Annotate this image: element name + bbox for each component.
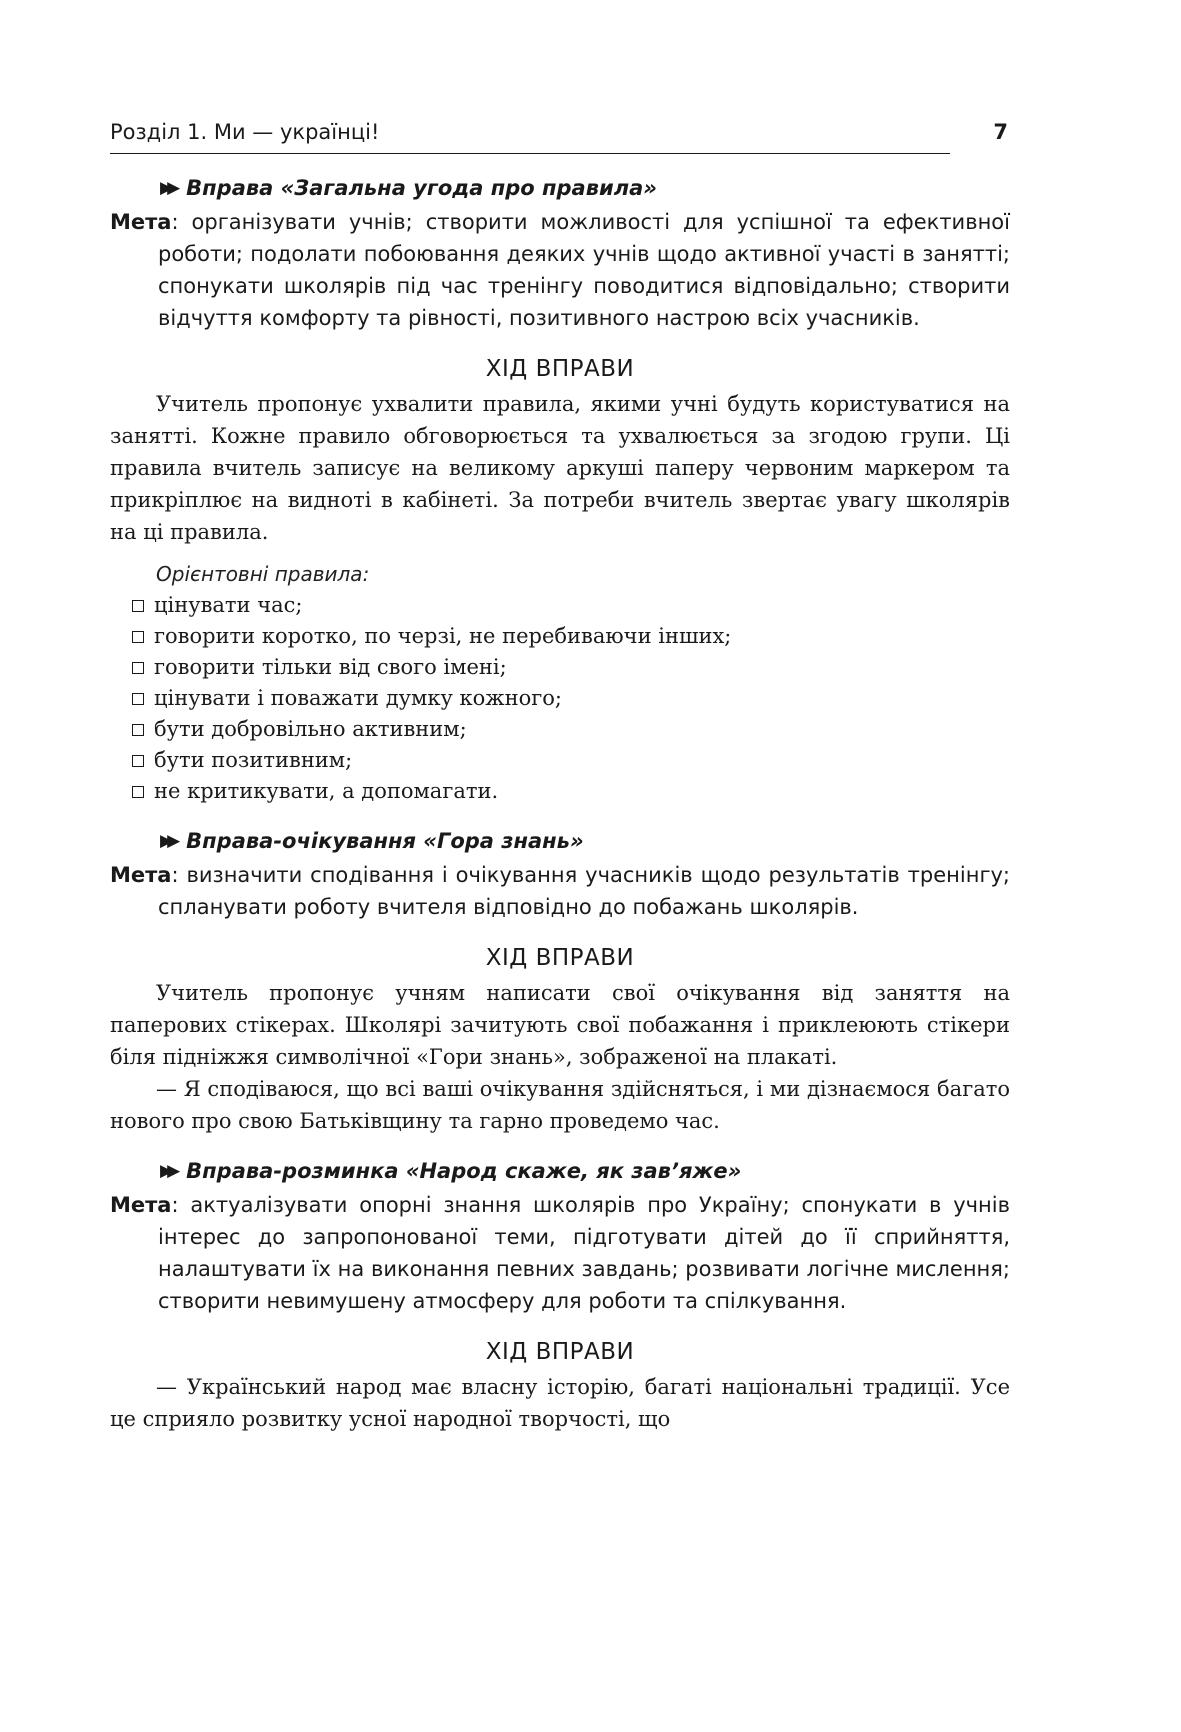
section-heading: ХІД ВПРАВИ <box>485 356 635 382</box>
exercise-goal <box>110 206 1010 334</box>
exercise-title <box>160 829 1010 853</box>
header-rule <box>110 153 950 155</box>
list-item: бути добровільно активним; <box>132 714 1010 745</box>
exercise-goal <box>110 1189 1010 1317</box>
document-page <box>110 120 1010 1435</box>
running-title: Розділ 1. Ми — українці! <box>110 120 380 144</box>
goal-text: : актуалізувати опорні знання школярів про Україну; спонукати в учнів інтерес до запропонованої теми, підготувати дітей до її сприйняття, налаштувати їх на виконання певних завдань; розвивати логічне мислення; створити невимушену атмосферу для роботи та спілкування. <box>158 1193 1010 1313</box>
paragraph: Учитель пропонує учням написати свої очікування від заняття на паперових стікерах. Школярі зачитують свої побажання і приклеюють стікери біля підніжжя символічної «Гори знань», зображеної на плакаті. <box>110 981 1010 1069</box>
square-bullet-icon <box>132 600 144 612</box>
square-bullet-icon <box>132 631 144 643</box>
goal-text: : організувати учнів; створити можливості для успішної та ефективної роботи; подолати побоювання деяких учнів щодо активної участі в занятті; спонукати школярів під час тренінгу поводитися відповідально; створити відчуття комфорту та рівності, позитивного настрою всіх учасників. <box>158 210 1010 330</box>
goal-text: : визначити сподівання і очікування учасників щодо результатів тренінгу; спланувати роботу вчителя відповідно до побажань школярів. <box>158 863 1010 919</box>
exercise-title <box>160 176 1010 200</box>
exercise-goal <box>110 859 1010 923</box>
exercise-title-text: Вправа-очікування «Гора знань» <box>186 829 584 853</box>
list-item: говорити тільки від свого імені; <box>132 652 1010 683</box>
list-item: не критикувати, а допомагати. <box>132 776 1010 807</box>
list-item: бути позитивним; <box>132 745 1010 776</box>
goal-label: Мета <box>110 863 172 887</box>
rules-list <box>110 590 1010 807</box>
list-caption: Орієнтовні правила: <box>156 562 370 586</box>
list-item: цінувати час; <box>132 590 1010 621</box>
list-item: цінувати і поважати думку кожного; <box>132 683 1010 714</box>
exercise-title <box>160 1159 1010 1183</box>
goal-label: Мета <box>110 1193 172 1217</box>
paragraph: — Український народ має власну історію, багаті національні традиції. Усе це сприяло розвитку усної народної творчості, що <box>110 1375 1010 1431</box>
exercise-title-text: Вправа-розминка «Народ скаже, як зав’яже» <box>186 1159 742 1183</box>
square-bullet-icon <box>132 662 144 674</box>
section-heading: ХІД ВПРАВИ <box>485 1339 635 1365</box>
double-arrow-icon: ▶▶ <box>160 831 175 851</box>
square-bullet-icon <box>132 724 144 736</box>
square-bullet-icon <box>132 786 144 798</box>
exercise-title-text: Вправа «Загальна угода про правила» <box>186 176 657 200</box>
goal-label: Мета <box>110 210 172 234</box>
paragraph: Учитель пропонує ухвалити правила, якими учні будуть користуватися на занятті. Кожне правило обговорюється та ухвалюється за згодою групи. Ці правила вчитель записує на великому аркуші паперу червоним маркером та прикріплює на видноті в кабінеті. За потреби вчитель звертає увагу школярів на ці правила. <box>110 392 1010 544</box>
section-heading: ХІД ВПРАВИ <box>485 945 635 971</box>
double-arrow-icon: ▶▶ <box>160 178 175 198</box>
double-arrow-icon: ▶▶ <box>160 1161 175 1181</box>
square-bullet-icon <box>132 693 144 705</box>
list-item: говорити коротко, по черзі, не перебиваючи інших; <box>132 621 1010 652</box>
running-header <box>110 120 1010 154</box>
page-number: 7 <box>993 120 1008 144</box>
square-bullet-icon <box>132 755 144 767</box>
paragraph: — Я сподіваюся, що всі ваші очікування здійсняться, і ми дізнаємося багато нового про свою Батьківщину та гарно проведемо час. <box>110 1077 1010 1133</box>
